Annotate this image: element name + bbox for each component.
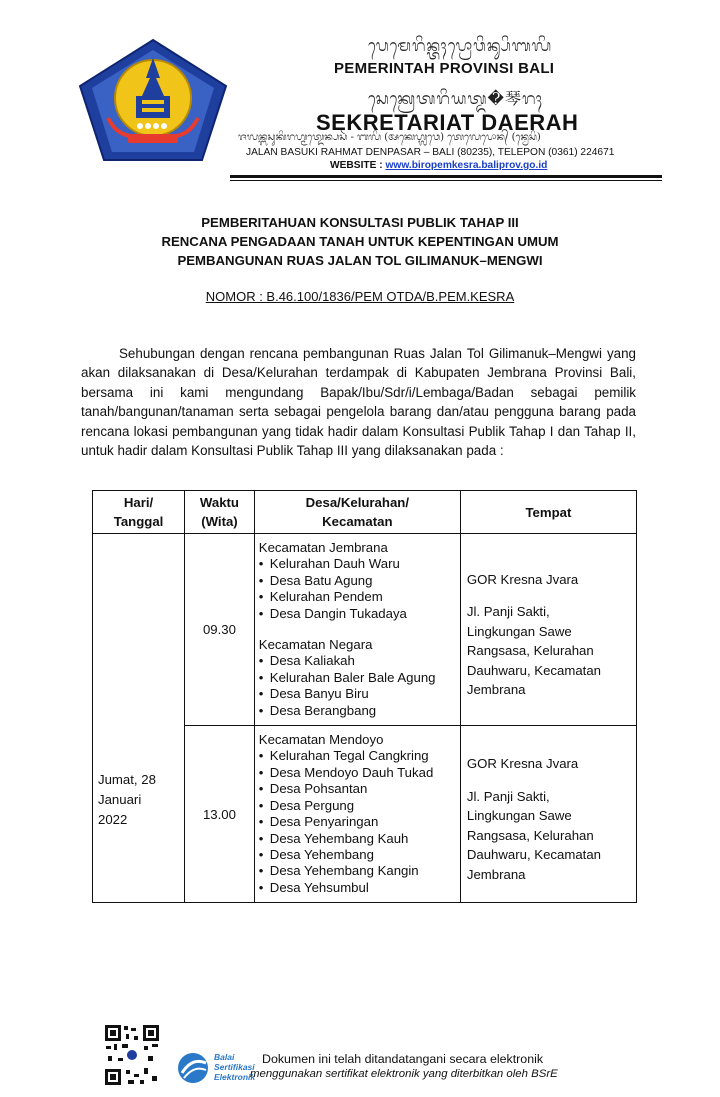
office-address: JALAN BASUKI RAHMAT DENPASAR – BALI (80235), TELEPON (0361) 224671 xyxy=(246,147,615,158)
list-item: • Desa Banyu Biru xyxy=(259,686,456,702)
letterhead-rule-thick xyxy=(230,175,662,178)
list-item: • Desa Berangbang xyxy=(259,703,456,719)
date-line-2: Januari xyxy=(98,792,142,808)
venue-address-line: Lingkungan Sawe xyxy=(466,623,572,639)
balinese-script-line-2: ᬲᬾᬓ᭄ᬭᬾᬢᬭᬶᬬᬢ᭄ᬤ�琴ᬭᬄ xyxy=(368,89,544,108)
list-item: • Desa Penyaringan xyxy=(259,814,456,830)
venue-address-line: Lingkungan Sawe xyxy=(466,808,572,824)
kecamatan-label: Kecamatan Jembrana xyxy=(258,540,388,555)
secretariat-name: SEKRETARIAT DAERAH xyxy=(316,110,579,135)
village-list-cell xyxy=(254,534,460,726)
bsre-logo xyxy=(176,1051,212,1085)
body-paragraph xyxy=(81,344,636,460)
title-line-2: RENCANA PENGADAAN TANAH UNTUK KEPENTINGAN UMUM xyxy=(161,234,559,249)
balinese-address-line: ᬚᬮᬦ᭄ᬩᬲᬸᬓᬶᬭᬳ᭄ᬫᬢ᭄ᬤᬾᬦ᭄ᬧᬲᬃ - ᬩᬮᬶ (ᬅᬓᬾᬳ᭄ᬮᬯᬾ) ᬢᬾᬮᬾᬧᭀᬦ᭄ (ᬦ᭄ᬯᬾᬲᬶ) xyxy=(238,132,541,143)
list-item: • Desa Yehembang xyxy=(259,847,456,863)
header-hari-tanggal: Hari/ Tanggal xyxy=(93,491,185,534)
list-item: • Desa Batu Agung xyxy=(259,573,456,589)
venue-address-line: Jembrana xyxy=(466,866,526,882)
list-item: • Desa Kaliakah xyxy=(259,653,456,669)
signature-notice-line-2: menggunakan sertifikat elektronik yang diterbitkan oleh BSrE xyxy=(250,1068,558,1080)
signature-notice-line-1: Dokumen ini telah ditandatangani secara elektronik xyxy=(262,1052,544,1066)
list-item: • Kelurahan Tegal Cangkring xyxy=(259,748,456,764)
website-label: WEBSITE : xyxy=(330,160,386,171)
list-item: • Kelurahan Dauh Waru xyxy=(259,556,456,572)
venue-address-line: Jl. Panji Sakti, xyxy=(466,604,550,620)
venue-cell xyxy=(460,534,636,726)
venue-address-line: Jembrana xyxy=(466,682,526,698)
document-number xyxy=(0,289,720,304)
village-list-cell xyxy=(254,726,460,903)
header-desa-kelurahan: Desa/Kelurahan/ Kecamatan xyxy=(254,491,460,534)
list-item: • Kelurahan Pendem xyxy=(259,589,456,605)
bali-province-emblem xyxy=(78,38,228,162)
website-link[interactable]: www.biropemkesra.baliprov.go.id xyxy=(385,160,548,171)
venue-address-line: Dauhwaru, Kecamatan xyxy=(466,847,602,863)
body-text: Sehubungan dengan rencana pembangunan Ruas Jalan Tol Gilimanuk–Mengwi yang akan dilaksanakan di Desa/Kelurahan terdampak di Kabupaten Jembrana Provinsi Bali, bersama ini kami mengundang Bapak/Ibu/Sdr/i/Lembaga/Badan sebagai pemilik tanah/bangunan/tanaman serta sebagai pengelola barang dan/atau pengguna barang pada rencana lokasi pembangunan yang tidak hadir dalam Konsultasi Publik Tahap I dan Tahap II, untuk hadir dalam Konsultasi Publik Tahap III yang dilaksanakan pada : xyxy=(81,346,636,459)
header-waktu: Waktu (Wita) xyxy=(185,491,255,534)
venue-address-line: Dauhwaru, Kecamatan xyxy=(466,662,602,678)
website-line xyxy=(330,160,547,171)
date-line-3: 2022 xyxy=(98,812,128,828)
venue-address-line: Rangsasa, Kelurahan xyxy=(466,827,594,843)
document-number-text: NOMOR : B.46.100/1836/PEM OTDA/B.PEM.KESRA xyxy=(205,289,515,304)
table-header-row xyxy=(93,491,637,534)
letterhead-rule-thin xyxy=(230,180,662,181)
venue-address-line: Jl. Panji Sakti, xyxy=(466,788,550,804)
bsre-logo-text: Balai Sertifikasi Elektronik xyxy=(214,1052,256,1082)
table-row xyxy=(93,534,637,726)
header-tempat: Tempat xyxy=(460,491,636,534)
qr-code xyxy=(104,1024,160,1086)
list-item: • Desa Mendoyo Dauh Tukad xyxy=(259,765,456,781)
kecamatan-label: Kecamatan Negara xyxy=(258,637,373,653)
list-item: • Kelurahan Baler Bale Agung xyxy=(259,670,456,686)
title-line-1: PEMBERITAHUAN KONSULTASI PUBLIK TAHAP III xyxy=(201,215,519,230)
venue-name: GOR Kresna Jvara xyxy=(466,756,579,772)
list-item: • Desa Yehembang Kauh xyxy=(259,831,456,847)
venue-name: GOR Kresna Jvara xyxy=(466,571,579,587)
kecamatan-label: Kecamatan Mendoyo xyxy=(258,732,384,748)
date-cell xyxy=(93,534,185,903)
list-item: • Desa Yehembang Kangin xyxy=(259,863,456,879)
title-line-3: PEMBANGUNAN RUAS JALAN TOL GILIMANUK–MENGWI xyxy=(177,253,543,268)
list-item: • Desa Pohsantan xyxy=(259,781,456,797)
list-item: • Desa Dangin Tukadaya xyxy=(259,606,456,622)
time-cell: 09.30 xyxy=(185,534,255,726)
venue-cell xyxy=(460,726,636,903)
list-item: • Desa Pergung xyxy=(259,798,456,814)
venue-address-line: Rangsasa, Kelurahan xyxy=(466,643,594,659)
schedule-table xyxy=(92,490,637,903)
date-line-1: Jumat, 28 xyxy=(98,772,156,788)
list-item: • Desa Yehsumbul xyxy=(259,880,456,896)
balinese-script-line-1: ᬧᬾᬫᬾᬭᬶᬦ᭄ᬢᬄᬧ᭄ᬭᭀᬯᬶᬦ᭄ᬲᬶᬩᬮᬶ xyxy=(368,36,553,55)
province-name: PEMERINTAH PROVINSI BALI xyxy=(334,60,555,77)
time-cell: 13.00 xyxy=(185,726,255,903)
